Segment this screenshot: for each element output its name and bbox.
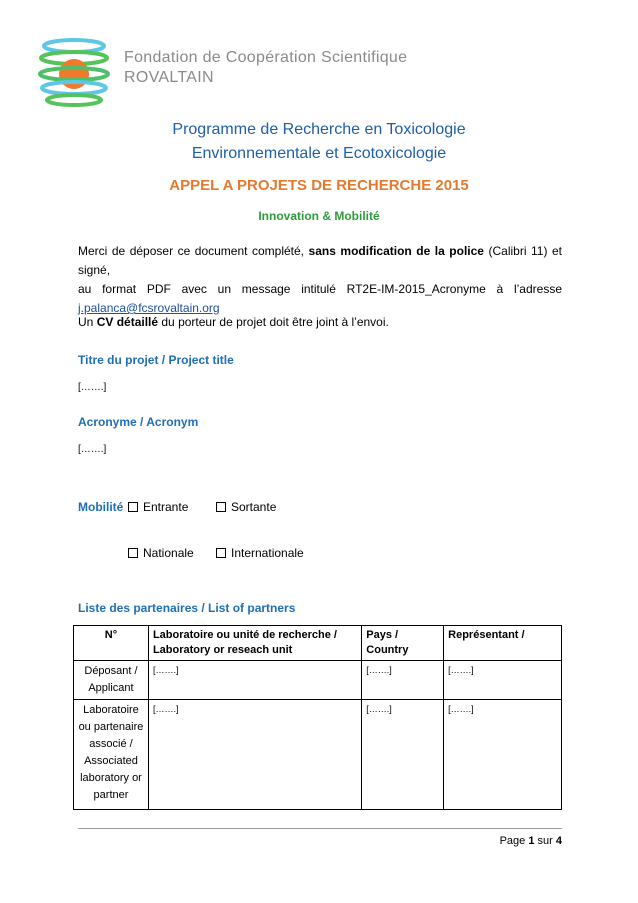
cell-representative[interactable]: […….]	[444, 700, 562, 810]
cv-paragraph	[78, 313, 562, 332]
checkbox-icon	[128, 548, 138, 558]
cv-text-b: du porteur de projet doit être joint à l’envoi.	[158, 315, 389, 329]
project-title-field[interactable]: […….]	[78, 382, 107, 393]
mobility-option-internationale[interactable]	[216, 545, 304, 561]
intro-paragraph	[78, 242, 562, 318]
checkbox-icon	[216, 548, 226, 558]
program-title-line1: Programme de Recherche en Toxicologie	[172, 121, 466, 138]
option-label: Internationale	[231, 546, 304, 560]
header-representative: Représentant /	[444, 626, 562, 661]
org-line1: Fondation de Coopération Scientifique	[124, 49, 408, 66]
row-label: Laboratoire ou partenaire associé / Associated laboratory or partner	[74, 700, 149, 810]
page-number	[500, 835, 562, 847]
footer-divider	[78, 828, 562, 829]
option-label: Nationale	[143, 546, 194, 560]
page-word: Page	[499, 835, 526, 847]
acronym-field[interactable]: […….]	[78, 444, 107, 455]
cv-text-a: Un	[78, 315, 97, 329]
fcs-logo-icon	[38, 36, 110, 108]
project-title-label: Titre du projet / Project title	[78, 353, 234, 367]
mobility-label: Mobilité	[78, 500, 124, 514]
cell-laboratory[interactable]: […….]	[148, 661, 361, 700]
header-laboratory: Laboratoire ou unité de recherche / Laboratory or reseach unit	[148, 626, 361, 661]
org-line2: ROVALTAIN	[124, 69, 214, 86]
table-row	[74, 700, 562, 810]
intro-text-a: Merci de déposer ce document complété,	[78, 244, 309, 258]
acronym-label: Acronyme / Acronym	[78, 415, 199, 429]
call-subtitle: Innovation & Mobilité	[258, 209, 380, 223]
checkbox-icon	[128, 502, 138, 512]
cell-laboratory[interactable]: […….]	[148, 700, 361, 810]
cell-country[interactable]: […….]	[362, 700, 444, 810]
table-row	[74, 661, 562, 700]
cv-bold-text: CV détaillé	[96, 315, 159, 329]
partners-label: Liste des partenaires / List of partners	[78, 601, 296, 615]
intro-bold-text: sans modification de la police	[308, 244, 484, 258]
mobility-option-entrante[interactable]	[128, 499, 188, 515]
header-country: Pays / Country	[362, 626, 444, 661]
cell-representative[interactable]: […….]	[444, 661, 562, 700]
program-title-line2: Environnementale et Ecotoxicologie	[191, 145, 447, 162]
total-pages: 4	[555, 835, 562, 847]
mobility-option-sortante[interactable]	[216, 499, 276, 515]
cell-country[interactable]: […….]	[362, 661, 444, 700]
partners-table	[73, 625, 562, 810]
organization-name	[124, 48, 407, 88]
contact-email-link[interactable]: j.palanca@fcsrovaltain.org	[78, 301, 220, 315]
option-label: Entrante	[143, 500, 189, 514]
intro-line2: au format PDF avec un message intitulé RT2E-IM-2015_Acronyme à l’adresse	[78, 282, 562, 296]
row-label: Déposant / Applicant	[74, 661, 149, 700]
checkbox-icon	[216, 502, 226, 512]
program-title	[0, 118, 638, 166]
table-header-row	[74, 626, 562, 661]
option-label: Sortante	[231, 500, 277, 514]
header-number: N°	[74, 626, 149, 661]
intro-line1	[78, 242, 562, 280]
of-word: sur	[537, 835, 553, 847]
intro-text-b: (Calibri 11) et signé,	[78, 244, 562, 277]
call-title: APPEL A PROJETS DE RECHERCHE 2015	[169, 177, 469, 194]
mobility-option-nationale[interactable]	[128, 545, 194, 561]
current-page: 1	[528, 835, 535, 847]
